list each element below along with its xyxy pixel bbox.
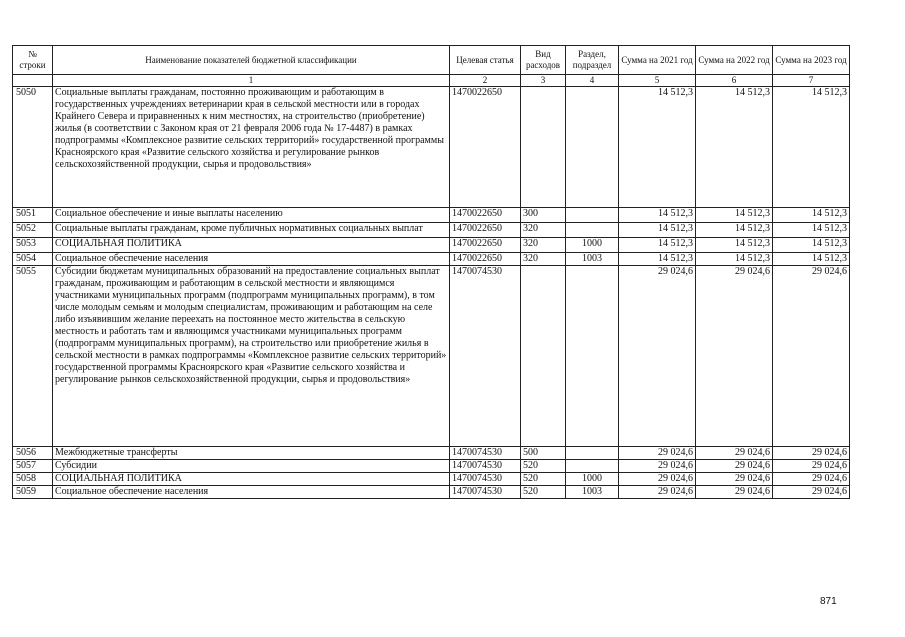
table-row	[13, 87, 850, 208]
row-section	[566, 223, 619, 238]
row-sum-2022: 14 512,3	[696, 208, 773, 223]
row-sum-2023: 29 024,6	[773, 473, 850, 486]
row-number: 5056	[13, 447, 53, 460]
column-number-blank	[13, 75, 53, 87]
row-indicator-name: Социальные выплаты гражданам, кроме публичных нормативных социальных выплат	[53, 223, 450, 238]
table-row	[13, 223, 850, 238]
row-sum-2021: 29 024,6	[619, 266, 696, 447]
row-indicator-name: Социальное обеспечение и иные выплаты населению	[53, 208, 450, 223]
row-number: 5054	[13, 253, 53, 266]
row-section	[566, 460, 619, 473]
table-row	[13, 266, 850, 447]
row-target-article: 1470022650	[450, 238, 521, 253]
header-target-article: Целевая статья	[450, 46, 521, 75]
row-expense-type: 500	[521, 447, 566, 460]
row-number: 5052	[13, 223, 53, 238]
row-sum-2023: 29 024,6	[773, 460, 850, 473]
column-number: 1	[53, 75, 450, 87]
row-sum-2023: 14 512,3	[773, 238, 850, 253]
row-number: 5050	[13, 87, 53, 208]
table-row	[13, 238, 850, 253]
row-number: 5053	[13, 238, 53, 253]
row-sum-2023: 29 024,6	[773, 486, 850, 499]
row-indicator-name: Социальное обеспечение населения	[53, 486, 450, 499]
row-indicator-name: Субсидии	[53, 460, 450, 473]
row-sum-2022: 14 512,3	[696, 223, 773, 238]
row-number: 5059	[13, 486, 53, 499]
column-number: 4	[566, 75, 619, 87]
row-expense-type: 520	[521, 460, 566, 473]
row-sum-2021: 14 512,3	[619, 208, 696, 223]
row-sum-2021: 14 512,3	[619, 253, 696, 266]
row-expense-type: 320	[521, 223, 566, 238]
column-number: 6	[696, 75, 773, 87]
page-number: 871	[820, 596, 837, 607]
row-section	[566, 266, 619, 447]
header-expense-type: Вид расходов	[521, 46, 566, 75]
budget-table	[12, 45, 850, 499]
row-target-article: 1470022650	[450, 223, 521, 238]
row-sum-2022: 14 512,3	[696, 87, 773, 208]
row-section	[566, 87, 619, 208]
row-sum-2021: 14 512,3	[619, 223, 696, 238]
row-number: 5057	[13, 460, 53, 473]
row-target-article: 1470022650	[450, 208, 521, 223]
row-sum-2023: 14 512,3	[773, 223, 850, 238]
row-sum-2021: 29 024,6	[619, 460, 696, 473]
table-row	[13, 208, 850, 223]
table-row	[13, 447, 850, 460]
table-header-row	[13, 46, 850, 75]
table-row	[13, 486, 850, 499]
row-sum-2022: 29 024,6	[696, 473, 773, 486]
row-sum-2023: 29 024,6	[773, 447, 850, 460]
row-section	[566, 208, 619, 223]
row-sum-2022: 29 024,6	[696, 460, 773, 473]
row-target-article: 1470074530	[450, 266, 521, 447]
row-sum-2023: 14 512,3	[773, 87, 850, 208]
row-sum-2021: 29 024,6	[619, 473, 696, 486]
row-target-article: 1470022650	[450, 253, 521, 266]
row-number: 5051	[13, 208, 53, 223]
row-target-article: 1470074530	[450, 460, 521, 473]
row-indicator-name: СОЦИАЛЬНАЯ ПОЛИТИКА	[53, 238, 450, 253]
row-expense-type: 300	[521, 208, 566, 223]
column-number: 5	[619, 75, 696, 87]
row-sum-2021: 14 512,3	[619, 238, 696, 253]
row-section	[566, 447, 619, 460]
table-row	[13, 473, 850, 486]
table-body	[13, 87, 850, 499]
row-sum-2022: 14 512,3	[696, 253, 773, 266]
row-sum-2021: 14 512,3	[619, 87, 696, 208]
row-indicator-name: Субсидии бюджетам муниципальных образований на предоставление социальных выплат гражданам, проживающим и работающим в сельской местности и являющимся участниками муниципальных программ (подпрограмм муниципальных программ), в том числе молодым семьям и молодым специалистам, проживающим и работающим на селе либо изъявившим желание переехать на постоянное место жительства в сельскую местность и работать там и являющимся участниками муниципальных программ (подпрограмм муниципальных программ), на строительство или приобретение жилья в сельской местности в рамках подпрограммы «Комплексное развитие сельских территорий» государственной программы Красноярского края «Развитие сельского хозяйства и регулирование рынков сельскохозяйственной продукции, сырья и продовольствия»	[53, 266, 450, 447]
row-target-article: 1470074530	[450, 486, 521, 499]
row-section: 1000	[566, 473, 619, 486]
column-number-row	[13, 75, 850, 87]
table-row	[13, 460, 850, 473]
header-indicator-name: Наименование показателей бюджетной классификации	[53, 46, 450, 75]
row-expense-type: 320	[521, 253, 566, 266]
row-expense-type	[521, 266, 566, 447]
row-target-article: 1470074530	[450, 447, 521, 460]
column-number: 2	[450, 75, 521, 87]
row-section: 1003	[566, 486, 619, 499]
row-indicator-name: СОЦИАЛЬНАЯ ПОЛИТИКА	[53, 473, 450, 486]
row-sum-2022: 29 024,6	[696, 486, 773, 499]
row-sum-2022: 29 024,6	[696, 447, 773, 460]
row-sum-2021: 29 024,6	[619, 447, 696, 460]
row-number: 5058	[13, 473, 53, 486]
header-row-number: № строки	[13, 46, 53, 75]
header-sum-2022: Сумма на 2022 год	[696, 46, 773, 75]
row-expense-type: 520	[521, 473, 566, 486]
row-indicator-name: Социальные выплаты гражданам, постоянно проживающим и работающим в государственных учреждениях ветеринарии края в сельской местности или в городах Крайнего Севера и приравненных к ним местностях, на строительство (приобретение) жилья (в соответствии с Законом края от 21 февраля 2006 года № 17-4487) в рамках подпрограммы «Комплексное развитие сельских территорий» государственной программы Красноярского края «Развитие сельского хозяйства и регулирование рынков сельскохозяйственной продукции, сырья и продовольствия»	[53, 87, 450, 208]
row-indicator-name: Социальное обеспечение населения	[53, 253, 450, 266]
table-row	[13, 253, 850, 266]
row-sum-2021: 29 024,6	[619, 486, 696, 499]
row-section: 1000	[566, 238, 619, 253]
row-expense-type: 520	[521, 486, 566, 499]
row-expense-type: 320	[521, 238, 566, 253]
header-sum-2021: Сумма на 2021 год	[619, 46, 696, 75]
header-sum-2023: Сумма на 2023 год	[773, 46, 850, 75]
row-target-article: 1470074530	[450, 473, 521, 486]
row-expense-type	[521, 87, 566, 208]
column-number: 7	[773, 75, 850, 87]
row-target-article: 1470022650	[450, 87, 521, 208]
row-sum-2023: 14 512,3	[773, 253, 850, 266]
row-indicator-name: Межбюджетные трансферты	[53, 447, 450, 460]
row-section: 1003	[566, 253, 619, 266]
header-section: Раздел, подраздел	[566, 46, 619, 75]
row-sum-2023: 14 512,3	[773, 208, 850, 223]
row-number: 5055	[13, 266, 53, 447]
row-sum-2023: 29 024,6	[773, 266, 850, 447]
column-number: 3	[521, 75, 566, 87]
row-sum-2022: 14 512,3	[696, 238, 773, 253]
row-sum-2022: 29 024,6	[696, 266, 773, 447]
